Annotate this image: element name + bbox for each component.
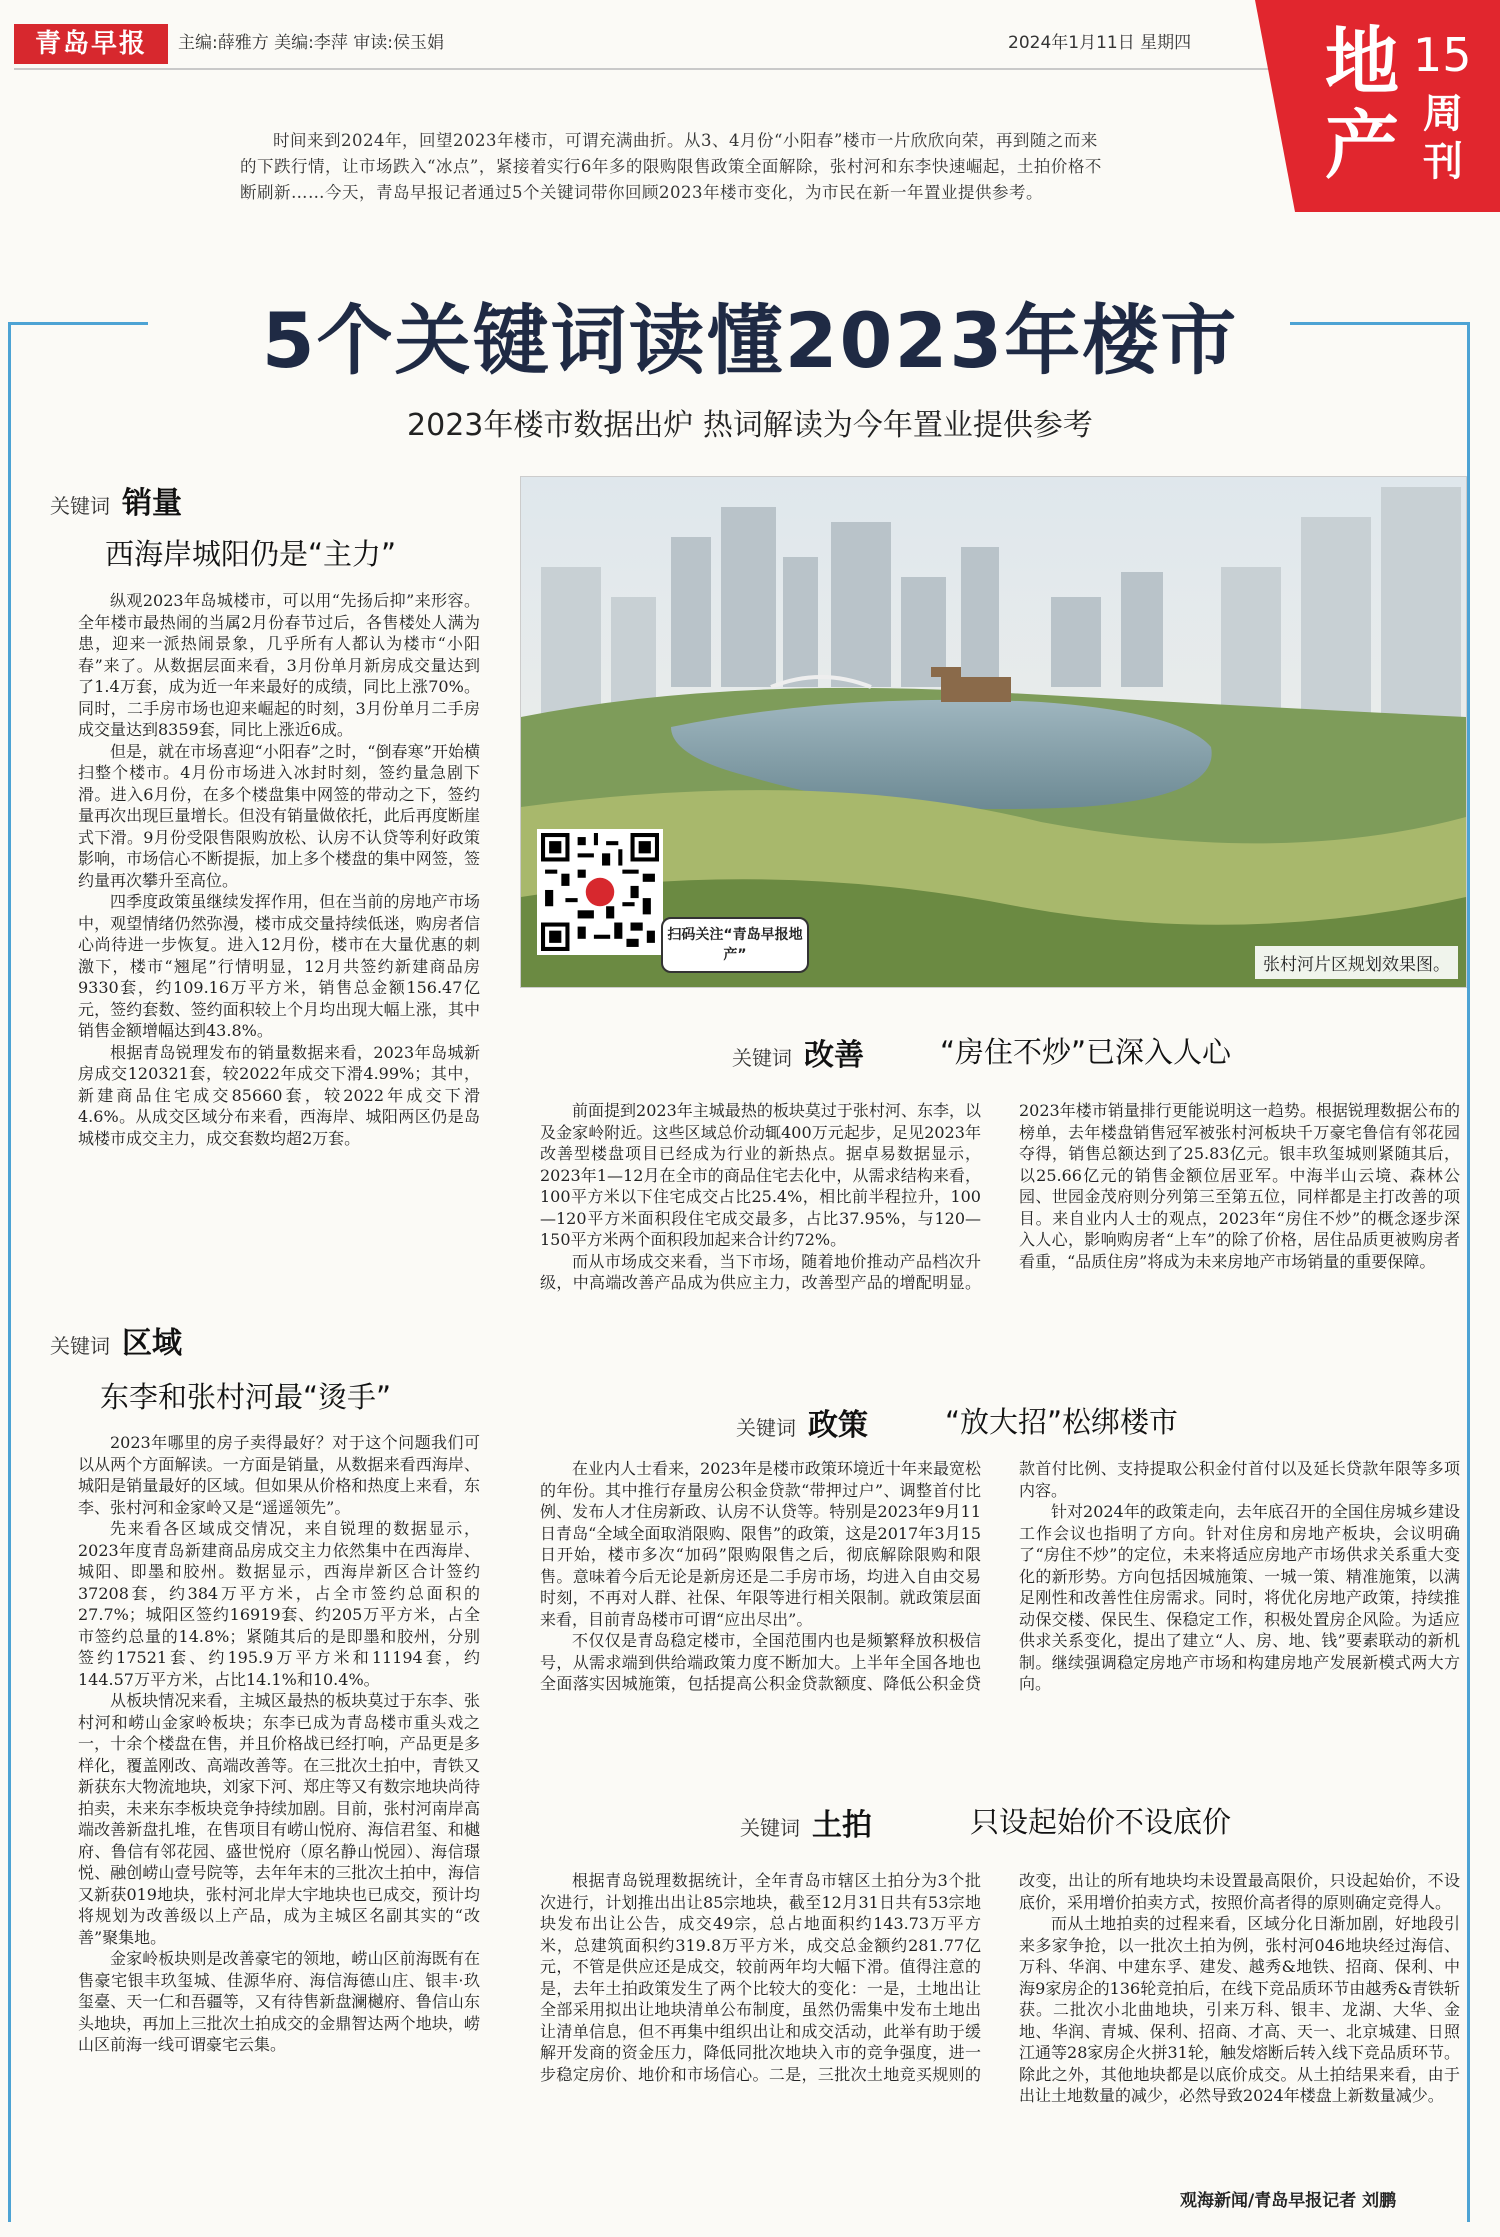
paragraph: 四季度政策虽继续发挥作用，但在当前的房地产市场中，观望情绪仍然弥漫，楼市成交量持续低迷，购房者信心尚待进一步恢复。进入12月份，楼市在大量优惠的刺激下，楼市“翘尾”行情明显，12月共签约新建商品房9330套，约109.16万平方米，销售总金额156.47亿元，签约套数、签约面积较上个月均出现大幅上涨，其中销售金额增幅达到43.8%。 — [78, 892, 480, 1040]
article-land — [540, 1870, 1460, 2107]
keyword-term: 销量 — [122, 486, 182, 521]
section-title-sales: 西海岸城阳仍是“主力” — [105, 537, 397, 571]
planning-rendering-photo — [520, 476, 1467, 988]
headline: 5个关键词读懂2023年楼市 — [261, 296, 1239, 385]
paragraph: 不仅仅是青岛稳定楼市，全国范围内也是频繁释放积极信号，从需求端到供给端政策力度不断加大。上半年全国各地也全面落实因城施策，包括提高公积金贷款额度、降低公积金贷款首付比例、支持提取公积金付首付以及延长贷款年限等多项内容。 — [540, 1459, 1460, 1693]
paragraph: 而从市场成交来看，当下市场，随着地价推动产品档次升级，中高端改善产品成为供应主力，改善型产品的增配明显。2023年楼市销量排行更能说明这一趋势。根据锐理数据公布的榜单，去年楼盘销售冠军被张村河板块千万豪宅鲁信有邻花园夺得，销售总额达到了25.83亿元。银丰玖玺城则紧随其后，以25.66亿元的销售金额位居亚军。中海半山云境、森林公园、世园金茂府则分列第三至第五位，同样都是主打改善的项目。来自业内人士的观点，2023年“房住不炒”的概念逐步深入人心，影响购房者“上车”的除了价格，居住品质更被购房者看重，“品质住房”将成为未来房地产市场销量的重要保障。 — [540, 1101, 1460, 1292]
keyword-land — [740, 1800, 872, 1844]
issue-date: 2024年1月11日 星期四 — [1008, 33, 1192, 53]
article-improve — [540, 1100, 1460, 1294]
section-subtitle: 周刊 — [1423, 91, 1463, 185]
newspaper-logo: 青岛早报 — [14, 24, 168, 64]
section-flag — [1295, 0, 1500, 212]
article-policy — [540, 1458, 1460, 1695]
keyword-label: 关键词 — [50, 494, 110, 518]
paragraph: 而从土地拍卖的过程来看，区域分化日渐加剧，好地段引来多家争抢，以一批次土拍为例，张村河046地块经过海信、万科、华润、中建东孚、建发、越秀&地铁、招商、保利、中海9家房企的136轮竞拍后，在线下竞品质环节由越秀&青铁斩获。二批次小北曲地块，引来万科、银丰、龙湖、大华、金地、华润、青城、保利、招商、才高、天一、北京城建、日照江通等28家房企火拼31轮，触发熔断后转入线下竞品质环节。除此之外，其他地块都是以底价成交。从土拍结果来看，由于出让土地数量的减少，必然导致2024年楼盘上新数量减少。 — [1019, 1914, 1460, 2105]
frame-right — [1467, 322, 1470, 2222]
qr-code-icon — [541, 833, 659, 951]
editor-credits: 主编:薛雅方 美编:李萍 审读:侯玉娟 — [178, 33, 444, 53]
paragraph: 金家岭板块则是改善豪宅的领地，崂山区前海既有在售豪宅银丰玖玺城、佳源华府、海信海德山庄、银丰·玖玺臺、天一仁和吾疆等，又有待售新盘澜樾府、鲁信山东头地块，再加上三批次土拍成交的金鼎智达两个地块，崂山区前海一线可谓豪宅云集。 — [78, 1949, 480, 2054]
paragraph: 从板块情况来看，主城区最热的板块莫过于东李、张村河和崂山金家岭板块；东李已成为青岛楼市重头戏之一，十余个楼盘在售，并且价格战已经打响，产品更是多样化，覆盖刚改、高端改善等。在三批次土拍中，青铁又新获东大物流地块，刘家下河、郑庄等又有数宗地块尚待拍卖，未来东李板块竞争持续加剧。目前，张村河南岸高端改善新盘扎堆，在售项目有崂山悦府、海信君玺、和樾府、鲁信有邻花园、盛世悦府（原名静山悦园）、海信璟悦、融创崂山壹号院等，去年年末的三批次土拍中，海信又新获019地块，张村河北岸大宇地块也已成交，预计均将规划为改善级以上产品，成为主城区名副其实的“改善”聚集地。 — [78, 1691, 480, 1947]
author-byline: 观海新闻/青岛早报记者 刘鹏 — [1180, 2191, 1397, 2211]
article-region — [78, 1432, 480, 2056]
article-sales — [78, 590, 480, 1149]
keyword-label: 关键词 — [740, 1816, 800, 1840]
keyword-term: 区域 — [122, 1326, 182, 1361]
frame-left — [8, 322, 11, 2222]
paragraph: 先来看各区域成交情况，来自锐理的数据显示，2023年度青岛新建商品房成交主力依然集中在西海岸、城阳、即墨和胶州。数据显示，西海岸新区合计签约37208套，约384万平方米，占全市签约总面积的27.7%；城阳区签约16919套、约205万平方米，占全市签约总量的14.8%；紧随其后的是即墨和胶州，分别签约17521套、约195.9万平方米和11194套，约144.57万平方米，占比14.1%和10.4%。 — [78, 1519, 480, 1689]
subheadline: 2023年楼市数据出炉 热词解读为今年置业提供参考 — [407, 408, 1093, 443]
masthead-rule — [14, 68, 1284, 70]
paragraph: 但是，就在市场喜迎“小阳春”之时，“倒春寒”开始横扫整个楼市。4月份市场进入冰封时刻，签约量急剧下滑。进入6月份，在多个楼盘集中网签的带动之下，签约量再次出现巨量增长。但没有销量做依托，此后再度断崖式下滑。9月份受限售限购放松、认房不认贷等利好政策影响，市场信心不断提振，加上多个楼盘的集中网签，签约量再次攀升至高位。 — [78, 741, 480, 890]
keyword-term: 政策 — [808, 1408, 868, 1443]
paragraph: 针对2024年的政策走向，去年底召开的全国住房城乡建设工作会议也指明了方向。针对住房和房地产板块，会议明确了“房住不炒”的定位，未来将适应房地产市场供求关系重大变化的新形势。方向包括因城施策、一城一策、精准施策，以满足刚性和改善性住房需求。同时，将优化房地产政策，持续推动保交楼、保民生、保稳定工作，积极处置房企风险。为适应供求关系变化，提出了建立“人、房、地、钱”要素联动的新机制。继续强调稳定房地产市场和构建房地产发展新模式两大方向。 — [1019, 1502, 1460, 1693]
photo-caption: 张村河片区规划效果图。 — [1255, 946, 1458, 979]
keyword-term: 改善 — [804, 1038, 864, 1073]
keyword-policy — [736, 1400, 868, 1444]
section-title-region: 东李和张村河最“烫手” — [100, 1380, 392, 1414]
paragraph: 根据青岛锐理发布的销量数据来看，2023年岛城新房成交120321套，较2022年成交下滑4.99%；其中，新建商品住宅成交85660套，较2022年成交下滑4.6%。从成交区域分布来看，西海岸、城阳两区仍是岛城楼市成交主力，成交套数均超2万套。 — [78, 1042, 480, 1148]
section-title-improve: “房住不炒”已深入人心 — [940, 1035, 1232, 1069]
keyword-region — [50, 1318, 182, 1362]
qr-caption: 扫码关注“青岛早报地产” — [661, 917, 809, 973]
keyword-sales — [50, 478, 182, 522]
section-title-policy: “放大招”松绑楼市 — [945, 1405, 1179, 1439]
keyword-label: 关键词 — [732, 1046, 792, 1070]
paragraph: 2023年哪里的房子卖得最好？对于这个问题我们可以从两个方面解读。一方面是销量，从数据来看西海岸、城阳是销量最好的区域。但如果从价格和热度上来看，东李、张村河和金家岭又是“遥遥领先”。 — [78, 1433, 480, 1517]
section-name: 地产 — [1325, 19, 1399, 189]
keyword-label: 关键词 — [736, 1416, 796, 1440]
page-number: 15 — [1413, 28, 1472, 82]
paragraph: 在业内人士看来，2023年是楼市政策环境近十年来最宽松的年份。其中推行存量房公积金贷款“带押过户”、调整首付比例、发布人才住房新政、认房不认贷等。特别是2023年9月11日青岛“全域全面取消限购、限售”的政策，这是2017年3月15日开始，楼市多次“加码”限购限售之后，彻底解除限购和限售。意味着今后无论是新房还是二手房市场，均进入自由交易时刻，不再对人群、社保、年限等进行相关限制。就政策层面来看，目前青岛楼市可谓“应出尽出”。 — [540, 1459, 981, 1629]
paragraph: 前面提到2023年主城最热的板块莫过于张村河、东李，以及金家岭附近。这些区域总价动辄400万元起步，足见2023年改善型楼盘项目已经成为行业的新热点。据卓易数据显示，2023年1—12月在全市的商品住宅去化中，从需求结构来看，100平方米以下住宅成交占比25.4%，相比前半程拉升，100—120平方米面积段住宅成交最多，占比37.95%，与120—150平方米两个面积段加起来合计约72%。 — [540, 1101, 981, 1249]
keyword-improve — [732, 1030, 864, 1074]
paragraph: 根据青岛锐理数据统计，全年青岛市辖区土拍分为3个批次进行，计划推出出让85宗地块，截至12月31日共有53宗地块发布出让公告，成交49宗，总占地面积约143.73万平方米，总建筑面积约319.8万平方米，成交总金额约281.77亿元，不管是供应还是成交，较前两年均大幅下滑。值得注意的是，去年土拍政策发生了两个比较大的变化：一是，土地出让全部采用拟出让地块清单公布制度，虽然仍需集中发布土地出让清单信息，但不再集中组织出让和成交活动，此举有助于缓解开发商的资金压力，降低同批次地块入市的竞争强度，进一步稳定房价、地价和市场信心。二是，三批次土地竞买规则的改变，出让的所有地块均未设置最高限价，只设起始价，不设底价，采用增价拍卖方式，按照价高者得的原则确定竞得人。 — [540, 1871, 1460, 2084]
qr-code[interactable] — [537, 829, 663, 955]
keyword-term: 土拍 — [812, 1808, 872, 1843]
keyword-label: 关键词 — [50, 1334, 110, 1358]
section-title-land: 只设起始价不设底价 — [970, 1805, 1232, 1839]
intro-lead: 时间来到2024年，回望2023年楼市，可谓充满曲折。从3、4月份“小阳春”楼市一片欣欣向荣，再到随之而来的下跌行情，让市场跌入“冰点”，紧接着实行6年多的限购限售政策全面解除，张村河和东李快速崛起，土拍价格不断刷新……今天，青岛早报记者通过5个关键词带你回顾2023年楼市变化，为市民在新一年置业提供参考。 — [240, 131, 1102, 202]
paragraph: 纵观2023年岛城楼市，可以用“先扬后抑”来形容。全年楼市最热闹的当属2月份春节过后，各售楼处人满为患，迎来一派热闹景象，几乎所有人都认为楼市“小阳春”来了。从数据层面来看，3月份单月新房成交量达到了1.4万套，成为近一年来最好的成绩，同比上涨70%。同时，二手房市场也迎来崛起的时刻，3月份单月二手房成交量达到8359套，同比上涨近6成。 — [78, 591, 480, 739]
